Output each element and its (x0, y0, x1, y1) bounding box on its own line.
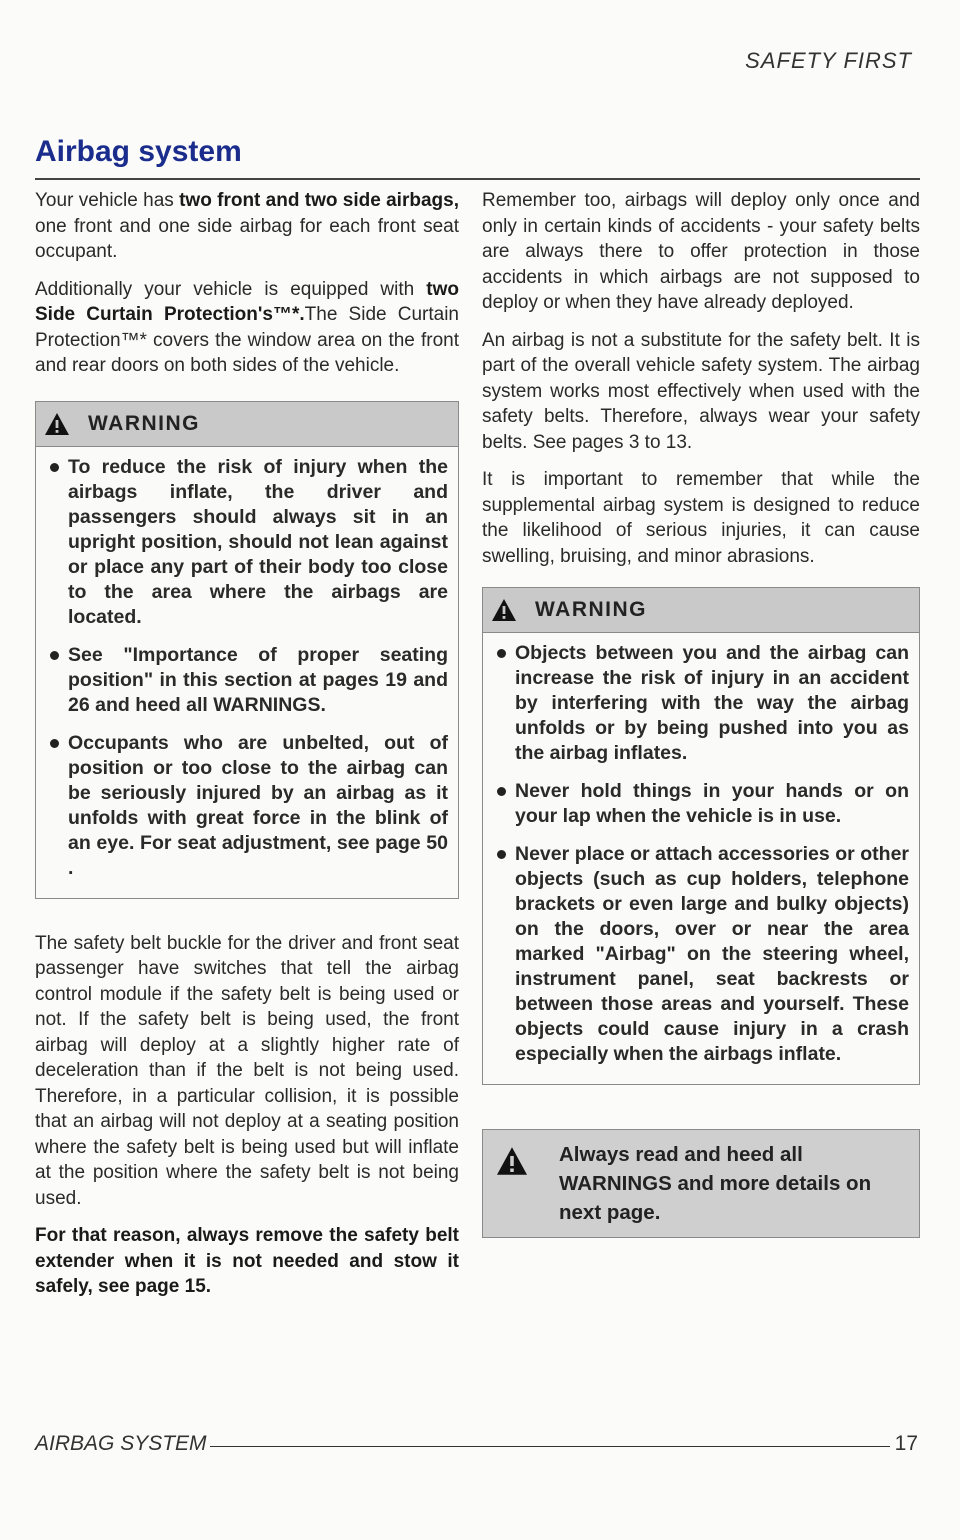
warning-triangle-icon (491, 598, 517, 622)
footer-section-label: AIRBAG SYSTEM (35, 1432, 207, 1455)
intro-paragraph: Your vehicle has two front and two side airbags, one front and one side airbag for each front seat occupant. (35, 190, 459, 262)
belt-switch-paragraph: The safety belt buckle for the driver and front seat passenger have switches that tell the airbag control module if the safety belt is being used or not. If the safety belt is being used, the front airbag will deploy at a slightly higher rate of deceleration than if the belt is not being used. Therefore, in a particular collision, it is possible that an airbag will not deploy at a seating position where the safety belt is being used but will inflate at the position where the safety belt is not being used. (35, 932, 459, 1209)
substitute-paragraph: An airbag is not a substitute for the safety belt. It is part of the overall vehicle safety system. The airbag system works most effectively when used with the safety belts. Therefore, always wear your safety belts. See pages 3 to 13. (482, 329, 920, 453)
warning-item: Objects between you and the airbag can increase the risk of injury in an accident by interfering with the way the airbag unfolds or by being pushed into you as the airbag inflates. (497, 641, 909, 766)
right-column (482, 188, 920, 1238)
bullet-icon (50, 651, 59, 660)
warning-header (483, 588, 919, 633)
notice-text: Always read and heed all WARNINGS and more details on next page. (559, 1143, 872, 1224)
bullet-icon (497, 787, 506, 796)
warning-box-right (482, 587, 920, 1085)
warning-header (36, 402, 458, 447)
warning-title: WARNING (88, 411, 200, 435)
warning-title: WARNING (535, 598, 647, 622)
footer-divider (210, 1446, 890, 1447)
title-divider (35, 178, 920, 180)
running-header: SAFETY FIRST (745, 48, 912, 73)
notice-box (482, 1129, 920, 1238)
warning-item: Never hold things in your hands or on your lap when the vehicle is in use. (497, 779, 909, 829)
warning-triangle-icon (495, 1146, 529, 1176)
extender-paragraph: For that reason, always remove the safety belt extender when it is not needed and stow it safely, see page 15. (35, 1225, 459, 1297)
warning-item: Occupants who are unbelted, out of position or too close to the airbag can be seriously injured by an airbag as it unfolds with great force in the blink of an eye. For seat adjustment, see page 50 . (50, 731, 448, 881)
bullet-icon (497, 649, 506, 658)
page-title: Airbag system (35, 135, 242, 168)
warning-item: Never place or attach accessories or other objects (such as cup holders, telephone brackets or even large and bulky objects) on the doors, over or near the area marked "Airbag" on the steering wheel, instrument panel, seat backrests or between those areas and yourself. These objects could cause injury in a crash especially when the airbags inflate. (497, 842, 909, 1067)
warning-box-left (35, 401, 459, 899)
left-column (35, 188, 459, 1312)
warning-item: See "Importance of proper seating position" in this section at pages 19 and 26 and heed all WARNINGS. (50, 643, 448, 718)
warning-triangle-icon (44, 412, 70, 436)
bullet-icon (497, 850, 506, 859)
injuries-paragraph: It is important to remember that while the supplemental airbag system is designed to reduce the likelihood of serious injuries, it can cause swelling, bruising, and minor abrasions. (482, 469, 920, 567)
bullet-icon (50, 463, 59, 472)
curtain-paragraph: Additionally your vehicle is equipped with two Side Curtain Protection's™*.The Side Curtain Protection™* covers the window area on the front and rear doors on both sides of the vehicle. (35, 278, 459, 376)
page-number: 17 (894, 1432, 918, 1455)
deploy-once-paragraph: Remember too, airbags will deploy only once and only in certain kinds of accidents - your safety belts are always there to offer protection in those accidents in which airbags are not supposed to deploy or when they have already deployed. (482, 190, 920, 313)
warning-item: To reduce the risk of injury when the airbags inflate, the driver and passengers should always sit in an upright position, should not lean against or place any part of their body too close to the area where the airbags are located. (50, 455, 448, 630)
bullet-icon (50, 739, 59, 748)
